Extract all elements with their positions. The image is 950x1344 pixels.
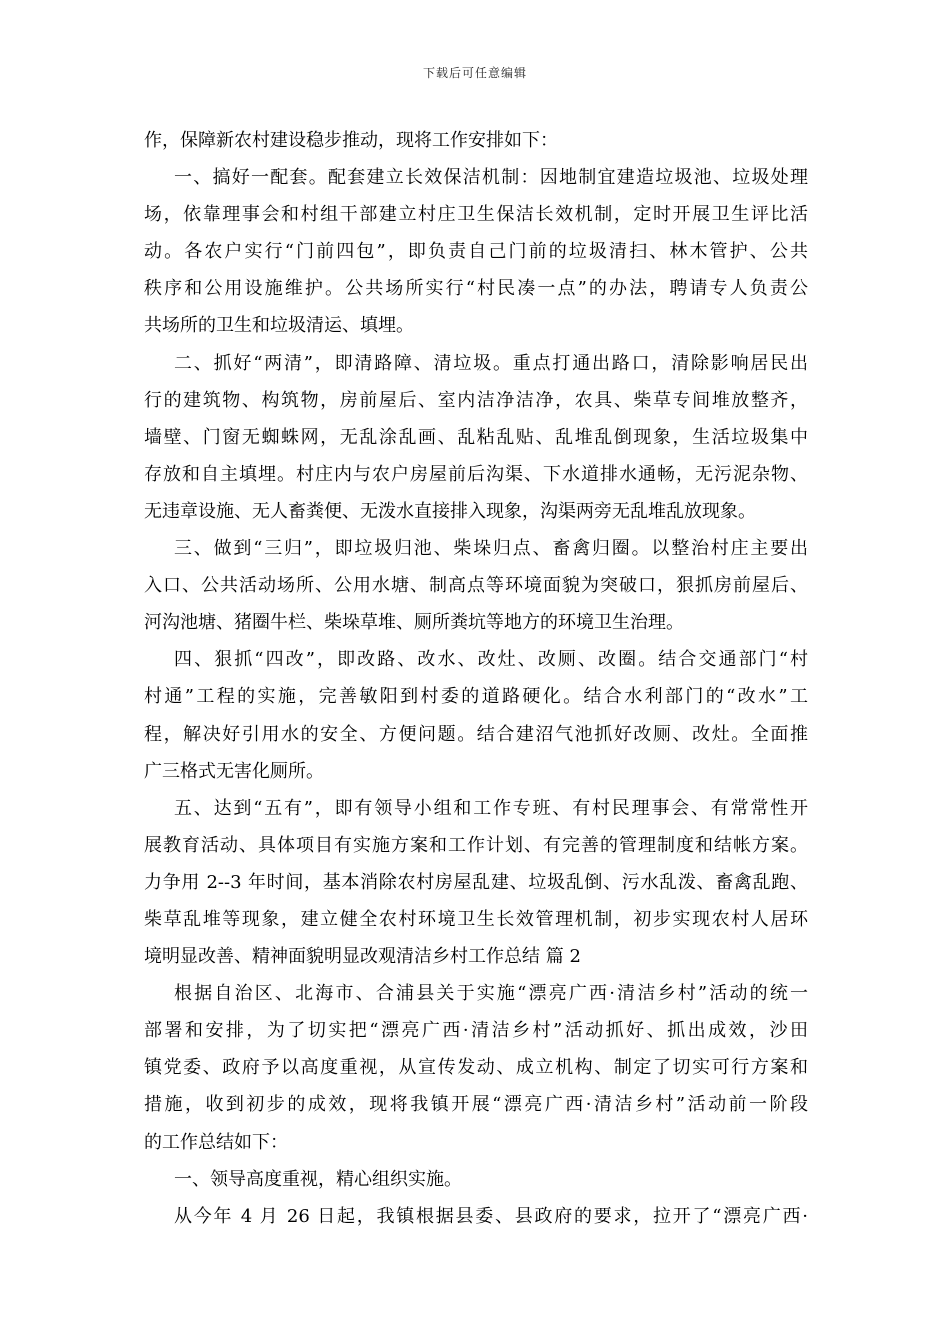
text-line: 行的建筑物、构筑物，房前屋后、室内洁净洁净，农具、柴草专间堆放整齐，: [144, 389, 808, 411]
page-header: 下载后可任意编辑: [422, 66, 527, 80]
text-line: 村通”工程的实施，完善敏阳到村委的道路硬化。结合水利部门的“改水”工: [144, 686, 808, 708]
text-line: 河沟池塘、猪圈牛栏、柴垛草堆、厕所粪坑等地方的环境卫生治理。: [144, 612, 684, 634]
text-line: 广三格式无害化厕所。: [144, 760, 324, 782]
text-line: 作，保障新农村建设稳步推动，现将工作安排如下：: [144, 130, 558, 151]
text-line: 境明显改善、精神面貌明显改观清洁乡村工作总结 篇 2: [144, 946, 581, 968]
text-line: 一、搞好一配套。配套建立长效保洁机制：因地制宜建造垃圾池、垃圾处理: [174, 167, 808, 189]
text-line: 的工作总结如下：: [144, 1131, 288, 1153]
text-line: 措施，收到初步的成效，现将我镇开展“漂亮广西·清洁乡村”活动前一阶段: [144, 1094, 808, 1116]
text-line: 四、狠抓“四改”，即改路、改水、改灶、改厕、改圈。结合交通部门“村: [174, 649, 808, 671]
text-line: 从今年 4 月 26 日起，我镇根据县委、县政府的要求，拉开了“漂亮广西·: [174, 1205, 808, 1227]
text-line: 入口、公共活动场所、公用水塘、制高点等环境面貌为突破口，狠抓房前屋后、: [144, 575, 808, 597]
text-line: 部署和安排，为了切实把“漂亮广西·清洁乡村”活动抓好、抓出成效，沙田: [144, 1020, 808, 1042]
text-line: 动。各农户实行“门前四包”，即负责自己门前的垃圾清扫、林木管护、公共: [144, 241, 808, 263]
text-line: 无违章设施、无人畜粪便、无泼水直接排入现象，沟渠两旁无乱堆乱放现象。: [144, 500, 756, 522]
text-line: 三、做到“三归”，即垃圾归池、柴垛归点、畜禽归圈。以整治村庄主要出: [174, 538, 808, 560]
text-line: 镇党委、政府予以高度重视，从宣传发动、成立机构、制定了切实可行方案和: [144, 1057, 808, 1079]
text-line: 展教育活动、具体项目有实施方案和工作计划、有完善的管理制度和结帐方案。: [144, 834, 808, 856]
text-line: 二、抓好“两清”，即清路障、清垃圾。重点打通出路口，清除影响居民出: [174, 352, 808, 374]
text-line: 墙壁、门窗无蜘蛛网，无乱涂乱画、乱粘乱贴、乱堆乱倒现象，生活垃圾集中: [144, 426, 808, 448]
text-line: 秩序和公用设施维护。公共场所实行“村民凑一点”的办法，聘请专人负责公: [144, 278, 808, 300]
text-line: 场，依靠理事会和村组干部建立村庄卫生保洁长效机制，定时开展卫生评比活: [144, 204, 808, 226]
text-line: 一、领导高度重视，精心组织实施。: [174, 1168, 462, 1190]
text-line: 五、达到“五有”，即有领导小组和工作专班、有村民理事会、有常常性开: [174, 797, 808, 819]
text-line: 根据自治区、北海市、合浦县关于实施“漂亮广西·清洁乡村”活动的统一: [174, 983, 808, 1005]
text-line: 柴草乱堆等现象，建立健全农村环境卫生长效管理机制，初步实现农村人居环: [144, 908, 808, 930]
document-body: [144, 122, 808, 1235]
text-line: 力争用 2--3 年时间，基本消除农村房屋乱建、垃圾乱倒、污水乱泼、畜禽乱跑、: [144, 871, 808, 893]
text-line: 程，解决好引用水的安全、方便问题。结合建沼气池抓好改厕、改灶。全面推: [144, 723, 808, 745]
text-line: 共场所的卫生和垃圾清运、填埋。: [144, 315, 414, 337]
text-line: 存放和自主填埋。村庄内与农户房屋前后沟渠、下水道排水通畅，无污泥杂物、: [144, 463, 808, 485]
